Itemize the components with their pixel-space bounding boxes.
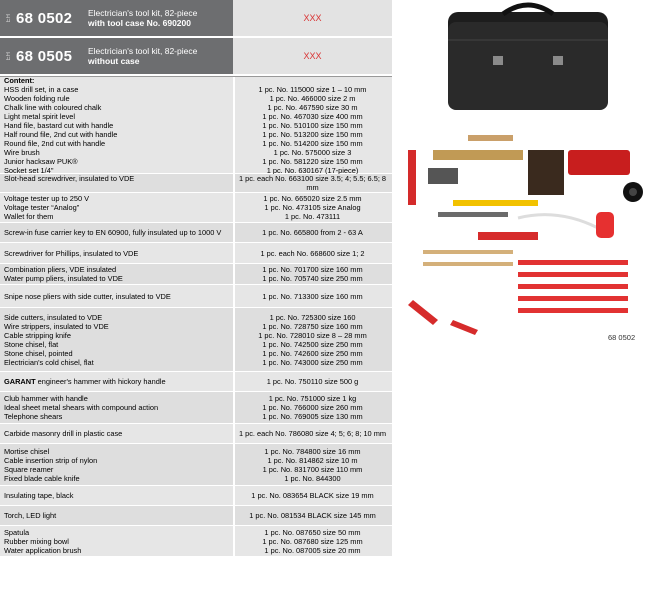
item-name: Cable insertion strip of nylon	[4, 455, 98, 465]
column-divider	[233, 526, 235, 556]
table-row	[0, 139, 392, 148]
item-name: Square reamer	[4, 464, 54, 474]
table-row	[0, 85, 392, 94]
item-name: Club hammer with handle	[4, 394, 88, 403]
table-row	[0, 491, 392, 500]
table-row	[0, 537, 392, 546]
product-description	[88, 46, 197, 66]
table-row	[0, 377, 392, 386]
table-row	[0, 394, 392, 403]
item-name: Telephone shears	[4, 412, 63, 421]
table-row	[0, 112, 392, 121]
table-row	[0, 94, 392, 103]
item-group	[0, 193, 392, 223]
tools-image	[408, 135, 643, 335]
item-name: Stone chisel, pointed	[4, 348, 73, 358]
item-group	[0, 392, 392, 424]
product-id-cell	[0, 38, 233, 74]
table-row	[0, 212, 392, 221]
article-number: 68 0505	[16, 47, 73, 65]
item-group	[0, 243, 392, 264]
item-name: Light metal spirit level	[4, 111, 76, 121]
table-row	[0, 546, 392, 555]
item-name: Carbide masonry drill in plastic case	[4, 429, 123, 438]
column-divider	[233, 174, 235, 192]
table-row	[0, 331, 392, 340]
item-group	[0, 223, 392, 243]
item-spec: 1 pc. No. 701700 size 160 mm	[262, 265, 363, 274]
description-line: Electrician's tool kit, 82-piece	[88, 46, 198, 56]
item-group	[0, 424, 392, 444]
tool-kit-photo	[398, 0, 654, 346]
item-name: Side cutters, insulated to VDE	[4, 312, 103, 322]
item-spec: 1 pc. each No. 668600 size 1; 2	[260, 248, 365, 258]
column-divider	[233, 372, 235, 391]
item-group	[0, 174, 392, 193]
item-spec: 1 pc. No. 630167 (17-piece)	[266, 165, 359, 175]
item-name: Water pump pliers, insulated to VDE	[4, 274, 123, 283]
table-row	[0, 429, 392, 438]
table-row	[0, 228, 392, 237]
column-divider	[233, 285, 235, 307]
table-row	[0, 322, 392, 331]
table-row	[0, 157, 392, 166]
item-spec: 1 pc. No. 728750 size 160 mm	[262, 321, 363, 331]
table-row	[0, 274, 392, 283]
item-name: Wire strippers, insulated to VDE	[4, 321, 109, 331]
product-header	[0, 38, 392, 76]
column-divider	[233, 264, 235, 284]
item-name: Ideal sheet metal shears with compound action	[4, 403, 159, 412]
item-spec: 1 pc. No. 087680 size 125 mm	[262, 536, 363, 546]
item-spec: 1 pc. No. 513200 size 150 mm	[262, 129, 363, 139]
item-name: Electrician's cold chisel, flat	[4, 357, 94, 367]
item-name: Spatula	[4, 527, 30, 537]
column-divider	[233, 223, 235, 242]
item-name: Fixed blade cable knife	[4, 473, 80, 483]
column-divider	[233, 193, 235, 222]
description-variant: with tool case No. 690200	[88, 18, 191, 28]
product-id-cell	[0, 0, 233, 36]
item-spec: 1 pc. No. 751000 size 1 kg	[268, 394, 357, 403]
eh-label: EH	[6, 13, 12, 23]
item-name: Chalk line with coloured chalk	[4, 102, 102, 112]
table-row	[0, 412, 392, 421]
item-name: Insulating tape, black	[4, 491, 74, 500]
item-spec: 1 pc. No. 844300	[284, 473, 341, 483]
item-spec: 1 pc. No. 831700 size 110 mm	[262, 464, 363, 474]
table-row	[0, 148, 392, 157]
item-name: Screw-in fuse carrier key to EN 60900, fully insulated up to 1000 V	[4, 228, 222, 237]
table-row	[0, 447, 392, 456]
item-name: Screwdriver for Phillips, insulated to VDE	[4, 248, 139, 258]
item-name: Stone chisel, flat	[4, 339, 59, 349]
item-group	[0, 526, 392, 557]
item-name: Voltage tester “Analog”	[4, 203, 80, 212]
table-row	[0, 103, 392, 112]
item-spec: 1 pc. each No. 663100 size 3.5; 4; 5.5; 6.5; 8 mm	[238, 174, 387, 192]
table-row	[0, 456, 392, 465]
item-group	[0, 372, 392, 392]
tool-case-image	[448, 5, 608, 110]
item-name: Content:	[4, 75, 35, 85]
item-spec: 1 pc. No. 473111	[284, 212, 341, 221]
item-name: Combination pliers, VDE insulated	[4, 265, 117, 274]
item-spec: 1 pc. No. 766000 size 260 mm	[262, 403, 363, 412]
table-row	[0, 249, 392, 258]
item-spec: 1 pc. No. 467590 size 30 m	[267, 102, 358, 112]
item-spec: 1 pc. No. 087650 size 50 mm	[264, 527, 361, 537]
item-group	[0, 444, 392, 486]
item-spec: 1 pc. each No. 786080 size 4; 5; 6; 8; 10 mm	[238, 429, 387, 438]
item-spec: 1 pc. No. 581220 size 150 mm	[262, 156, 363, 166]
item-name: Wooden folding rule	[4, 93, 70, 103]
price: XXX	[233, 38, 392, 74]
item-spec: 1 pc. No. 665800 from 2 - 63 A	[262, 228, 363, 237]
table-row	[0, 121, 392, 130]
item-name: Voltage tester up to 250 V	[4, 194, 90, 203]
item-name: Wallet for them	[4, 212, 54, 221]
item-spec: 1 pc. No. 705740 size 250 mm	[262, 274, 363, 283]
description-variant: without case	[88, 56, 140, 66]
table-row	[0, 174, 392, 192]
table-row	[0, 511, 392, 520]
table-row	[0, 203, 392, 212]
table-row	[0, 403, 392, 412]
table-row	[0, 528, 392, 537]
item-name: Half round file, 2nd cut with handle	[4, 129, 118, 139]
table-row	[0, 465, 392, 474]
table-row	[0, 130, 392, 139]
item-name: Rubber mixing bowl	[4, 536, 69, 546]
table-row	[0, 349, 392, 358]
item-spec: 1 pc. No. 728010 size 8 – 28 mm	[258, 330, 367, 340]
item-spec: 1 pc. No. 713300 size 160 mm	[262, 291, 363, 301]
item-name: Round file, 2nd cut with handle	[4, 138, 106, 148]
table-row	[0, 340, 392, 349]
item-name: Water application brush	[4, 545, 82, 555]
column-divider	[233, 506, 235, 525]
item-spec: 1 pc. No. 725300 size 160	[269, 312, 356, 322]
item-spec	[233, 76, 392, 85]
item-name: Wire brush	[4, 147, 40, 157]
item-spec: 1 pc. No. 083654 BLACK size 19 mm	[251, 491, 374, 500]
table-row	[0, 474, 392, 483]
column-divider	[233, 308, 235, 371]
product-description	[88, 8, 197, 28]
column-divider	[233, 243, 235, 263]
item-name: Torch, LED light	[4, 511, 57, 520]
item-spec: 1 pc. No. 466000 size 2 m	[269, 93, 356, 103]
item-spec: 1 pc. No. 742600 size 250 mm	[262, 348, 363, 358]
item-name: Mortise chisel	[4, 446, 50, 456]
item-group	[0, 264, 392, 285]
item-name: Slot-head screwdriver, insulated to VDE	[4, 174, 135, 183]
item-spec: 1 pc. No. 742500 size 250 mm	[262, 339, 363, 349]
item-spec: 1 pc. No. 769005 size 130 mm	[262, 412, 363, 421]
item-name: HSS drill set, in a case	[4, 84, 79, 94]
description-line: Electrician's tool kit, 82-piece	[88, 8, 198, 18]
price: XXX	[233, 0, 392, 36]
item-spec: 1 pc. No. 575000 size 3	[273, 147, 352, 157]
item-spec: 1 pc. No. 750110 size 500 g	[266, 377, 359, 386]
column-divider	[233, 424, 235, 443]
article-number: 68 0502	[16, 9, 73, 27]
eh-label: EH	[6, 51, 12, 61]
item-spec: 1 pc. No. 473105 size Analog	[264, 203, 361, 212]
item-name: Hand file, bastard cut with handle	[4, 120, 114, 130]
item-spec: 1 pc. No. 467030 size 400 mm	[262, 111, 363, 121]
item-name: Snipe nose pliers with side cutter, insulated to VDE	[4, 291, 171, 301]
item-spec: 1 pc. No. 784800 size 16 mm	[264, 446, 361, 456]
item-name: Junior hacksaw PUK®	[4, 156, 78, 166]
item-group	[0, 77, 392, 174]
item-name: Socket set 1/4"	[4, 165, 54, 175]
table-row	[0, 194, 392, 203]
column-divider	[233, 444, 235, 485]
item-spec: 1 pc. No. 514200 size 150 mm	[262, 138, 363, 148]
content-table	[0, 76, 392, 557]
table-row	[0, 313, 392, 322]
item-group	[0, 506, 392, 526]
product-header	[0, 0, 392, 38]
item-spec: 1 pc. No. 814862 size 10 m	[267, 455, 358, 465]
table-row	[0, 265, 392, 274]
item-name: GARANT engineer's hammer with hickory handle	[4, 377, 166, 386]
item-name: Cable stripping knife	[4, 330, 71, 340]
item-spec: 1 pc. No. 115000 size 1 – 10 mm	[258, 84, 367, 94]
table-row	[0, 292, 392, 301]
column-divider	[233, 486, 235, 505]
item-group	[0, 285, 392, 308]
table-row	[0, 76, 392, 85]
item-spec: 1 pc. No. 665020 size 2.5 mm	[263, 194, 362, 203]
column-divider	[233, 392, 235, 423]
item-spec: 1 pc. No. 087005 size 20 mm	[264, 545, 361, 555]
item-spec: 1 pc. No. 081534 BLACK size 145 mm	[249, 511, 376, 520]
column-divider	[233, 77, 235, 173]
photo-caption: 68 0502	[608, 333, 636, 342]
item-spec: 1 pc. No. 743000 size 250 mm	[262, 357, 363, 367]
table-row	[0, 358, 392, 367]
item-group	[0, 486, 392, 506]
item-spec: 1 pc. No. 510100 size 150 mm	[262, 120, 363, 130]
item-group	[0, 308, 392, 372]
